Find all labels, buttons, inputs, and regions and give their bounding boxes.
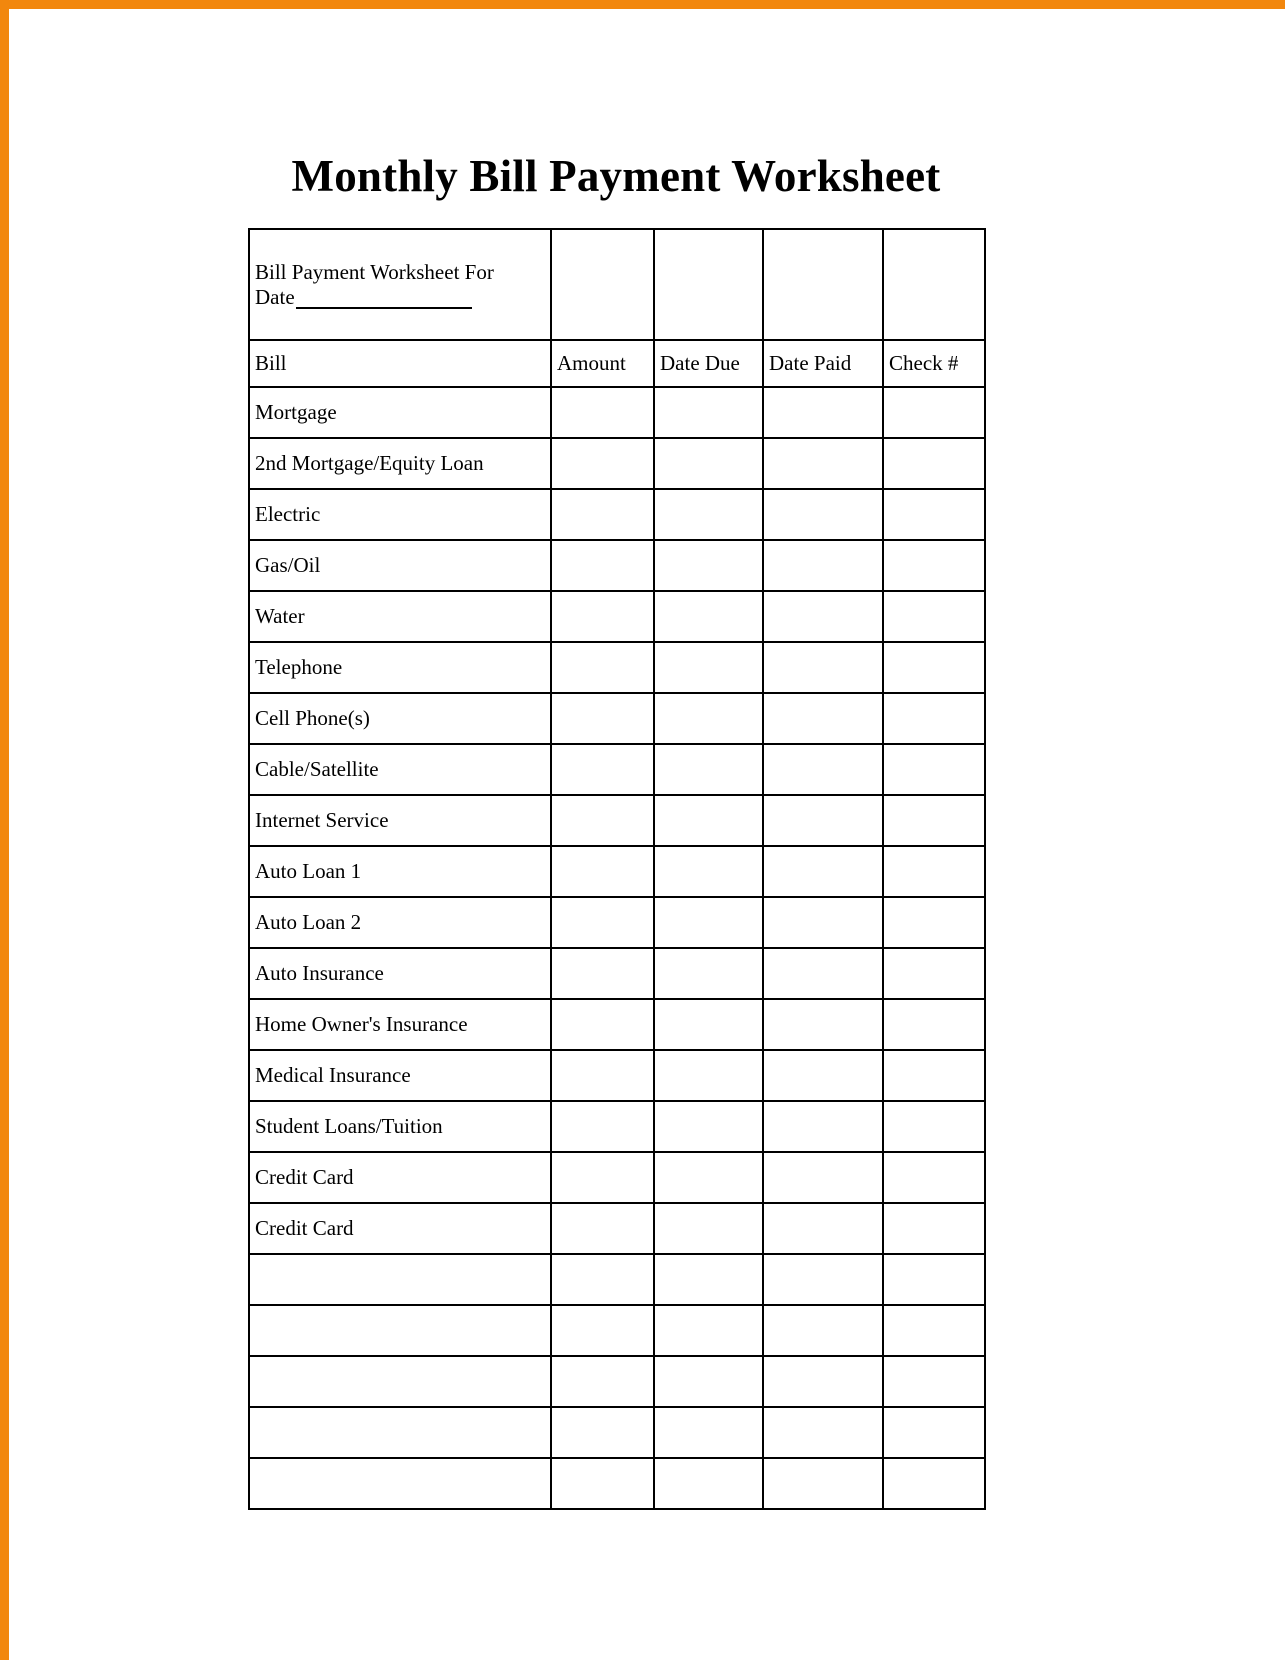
table-row [249, 1101, 985, 1152]
bill-paid-value [769, 616, 882, 617]
table-row [249, 846, 985, 897]
bill-check-value [889, 1024, 984, 1025]
bill-amount-value [557, 1381, 653, 1382]
bill-paid-value [769, 1177, 882, 1178]
bill-check-cell[interactable] [883, 489, 985, 540]
bill-paid-cell[interactable] [763, 795, 883, 846]
bill-name-cell[interactable] [249, 846, 551, 897]
bill-check-cell[interactable] [883, 387, 985, 438]
bill-paid-value [769, 1483, 882, 1484]
bill-amount-cell[interactable] [551, 693, 654, 744]
bill-check-cell[interactable] [883, 744, 985, 795]
bill-name-label: Auto Insurance [255, 961, 384, 986]
bill-name-label: Gas/Oil [255, 553, 321, 578]
bill-name-label: Water [255, 604, 305, 629]
bill-name-label: Student Loans/Tuition [255, 1114, 443, 1139]
bill-paid-value [769, 1279, 882, 1280]
date-line [255, 285, 550, 310]
worksheet-for-date-cell [249, 229, 551, 340]
bill-name-cell[interactable] [249, 1254, 551, 1305]
bill-due-cell[interactable] [654, 693, 763, 744]
bill-due-value [660, 1228, 762, 1229]
bill-due-value [660, 718, 762, 719]
table-row [249, 1050, 985, 1101]
bill-amount-value [557, 1024, 653, 1025]
bill-amount-value [557, 973, 653, 974]
bill-paid-value [769, 1075, 882, 1076]
bill-check-cell[interactable] [883, 948, 985, 999]
bill-due-value [660, 616, 762, 617]
table-row [249, 744, 985, 795]
bill-amount-cell[interactable] [551, 591, 654, 642]
bill-amount-cell[interactable] [551, 795, 654, 846]
bill-check-value [889, 1228, 984, 1229]
bill-check-cell[interactable] [883, 1305, 985, 1356]
bill-check-value [889, 1075, 984, 1076]
bill-paid-cell[interactable] [763, 744, 883, 795]
bill-amount-cell[interactable] [551, 1254, 654, 1305]
bill-check-cell[interactable] [883, 1152, 985, 1203]
bill-due-cell[interactable] [654, 948, 763, 999]
bill-check-value [889, 871, 984, 872]
page-title: Monthly Bill Payment Worksheet [291, 151, 941, 201]
worksheet-page [9, 9, 1285, 1669]
table-row [249, 489, 985, 540]
date-label: Date [255, 284, 295, 309]
bill-due-value [660, 871, 762, 872]
bill-amount-value [557, 1279, 653, 1280]
bill-amount-cell[interactable] [551, 438, 654, 489]
bill-amount-cell[interactable] [551, 1203, 654, 1254]
bill-paid-cell[interactable] [763, 1152, 883, 1203]
column-header-paid [763, 340, 883, 387]
bill-due-cell[interactable] [654, 1407, 763, 1458]
column-header-label: Amount [557, 351, 626, 376]
bill-paid-cell[interactable] [763, 387, 883, 438]
bill-due-cell[interactable] [654, 795, 763, 846]
bill-check-cell[interactable] [883, 999, 985, 1050]
bill-name-label: Credit Card [255, 1216, 354, 1241]
bill-due-value [660, 1024, 762, 1025]
bill-due-value [660, 1126, 762, 1127]
bill-due-value [660, 769, 762, 770]
bill-name-label: 2nd Mortgage/Equity Loan [255, 451, 484, 476]
bill-paid-value [769, 1228, 882, 1229]
bill-paid-value [769, 565, 882, 566]
column-header-label: Date Paid [769, 351, 852, 376]
bill-due-value [660, 1279, 762, 1280]
title-row-empty-cell-paid[interactable] [763, 229, 883, 340]
bill-name-cell[interactable] [249, 591, 551, 642]
bill-due-cell[interactable] [654, 1101, 763, 1152]
bill-due-cell[interactable] [654, 1152, 763, 1203]
bill-due-cell[interactable] [654, 1458, 763, 1509]
bill-amount-cell[interactable] [551, 1458, 654, 1509]
bill-paid-cell[interactable] [763, 1305, 883, 1356]
bill-amount-cell[interactable] [551, 1050, 654, 1101]
bill-check-value [889, 1432, 984, 1433]
bill-due-value [660, 514, 762, 515]
column-header-label: Bill [255, 351, 287, 376]
bill-check-cell[interactable] [883, 897, 985, 948]
bill-amount-value [557, 1075, 653, 1076]
bill-paid-value [769, 718, 882, 719]
bill-due-value [660, 1432, 762, 1433]
bill-due-value [660, 667, 762, 668]
bill-amount-cell[interactable] [551, 1101, 654, 1152]
bill-name-cell[interactable] [249, 489, 551, 540]
bill-paid-value [769, 973, 882, 974]
bill-due-cell[interactable] [654, 540, 763, 591]
bill-check-cell[interactable] [883, 540, 985, 591]
table-row [249, 1458, 985, 1509]
bill-amount-cell[interactable] [551, 489, 654, 540]
worksheet-for-label: Bill Payment Worksheet For [255, 259, 494, 284]
bill-check-value [889, 820, 984, 821]
bill-check-cell[interactable] [883, 1407, 985, 1458]
bill-name-label: Mortgage [255, 400, 337, 425]
bill-amount-value [557, 1483, 653, 1484]
bill-paid-cell[interactable] [763, 1101, 883, 1152]
bill-paid-cell[interactable] [763, 1458, 883, 1509]
bill-due-cell[interactable] [654, 897, 763, 948]
bill-due-cell[interactable] [654, 1356, 763, 1407]
bill-check-value [889, 1381, 984, 1382]
bill-paid-value [769, 463, 882, 464]
column-header-label: Date Due [660, 351, 740, 376]
bill-check-value [889, 565, 984, 566]
bill-check-value [889, 922, 984, 923]
table-row [249, 693, 985, 744]
bill-check-value [889, 514, 984, 515]
bill-due-cell[interactable] [654, 387, 763, 438]
bill-name-label: Auto Loan 2 [255, 910, 362, 935]
bill-check-cell[interactable] [883, 642, 985, 693]
bill-name-cell[interactable] [249, 948, 551, 999]
bill-amount-value [557, 1330, 653, 1331]
bill-name-cell[interactable] [249, 1203, 551, 1254]
bill-check-value [889, 616, 984, 617]
bill-due-cell[interactable] [654, 846, 763, 897]
bill-check-cell[interactable] [883, 591, 985, 642]
bill-amount-cell[interactable] [551, 999, 654, 1050]
table-row [249, 948, 985, 999]
bill-name-cell[interactable] [249, 540, 551, 591]
bill-check-cell[interactable] [883, 846, 985, 897]
bill-name-cell[interactable] [249, 1305, 551, 1356]
date-input-blank[interactable] [296, 288, 472, 309]
table-row [249, 540, 985, 591]
bill-due-value [660, 1483, 762, 1484]
bill-name-cell[interactable] [249, 438, 551, 489]
bill-name-cell[interactable] [249, 1458, 551, 1509]
bill-name-cell[interactable] [249, 897, 551, 948]
bill-name-label: Home Owner's Insurance [255, 1012, 468, 1037]
bill-paid-cell[interactable] [763, 999, 883, 1050]
title-row-empty-cell-due[interactable] [654, 229, 763, 340]
bill-due-cell[interactable] [654, 744, 763, 795]
bill-paid-value [769, 871, 882, 872]
bill-amount-value [557, 565, 653, 566]
bill-due-cell[interactable] [654, 999, 763, 1050]
bill-due-cell[interactable] [654, 489, 763, 540]
bill-check-value [889, 973, 984, 974]
table-row [249, 438, 985, 489]
bill-paid-cell[interactable] [763, 1356, 883, 1407]
bill-name-cell[interactable] [249, 387, 551, 438]
bill-check-cell[interactable] [883, 1050, 985, 1101]
bill-paid-value [769, 667, 882, 668]
bill-paid-cell[interactable] [763, 1050, 883, 1101]
bill-paid-cell[interactable] [763, 846, 883, 897]
bill-name-cell[interactable] [249, 642, 551, 693]
bill-amount-value [557, 871, 653, 872]
bill-paid-value [769, 412, 882, 413]
bill-name-cell[interactable] [249, 1101, 551, 1152]
bill-check-value [889, 1279, 984, 1280]
bill-amount-value [557, 1228, 653, 1229]
bill-check-value [889, 412, 984, 413]
bill-amount-cell[interactable] [551, 1407, 654, 1458]
table-row [249, 1356, 985, 1407]
bill-amount-cell[interactable] [551, 1305, 654, 1356]
bill-paid-value [769, 1432, 882, 1433]
bill-amount-value [557, 667, 653, 668]
bill-paid-cell[interactable] [763, 1407, 883, 1458]
bill-check-value [889, 769, 984, 770]
bill-name-label: Auto Loan 1 [255, 859, 362, 884]
bill-name-cell[interactable] [249, 1152, 551, 1203]
bill-check-value [889, 1177, 984, 1178]
bill-amount-value [557, 463, 653, 464]
bill-name-label: Credit Card [255, 1165, 354, 1190]
bill-amount-value [557, 769, 653, 770]
bill-due-cell[interactable] [654, 1203, 763, 1254]
bill-check-cell[interactable] [883, 1458, 985, 1509]
bill-paid-value [769, 769, 882, 770]
bill-paid-value [769, 922, 882, 923]
bill-paid-value [769, 1126, 882, 1127]
bill-paid-cell[interactable] [763, 1203, 883, 1254]
bill-name-cell[interactable] [249, 999, 551, 1050]
bill-amount-cell[interactable] [551, 846, 654, 897]
bill-due-value [660, 1330, 762, 1331]
bill-due-cell[interactable] [654, 642, 763, 693]
bill-amount-cell[interactable] [551, 948, 654, 999]
bill-amount-cell[interactable] [551, 897, 654, 948]
bill-name-label: Cable/Satellite [255, 757, 379, 782]
bill-amount-value [557, 1126, 653, 1127]
bill-amount-value [557, 616, 653, 617]
bill-due-cell[interactable] [654, 1305, 763, 1356]
bill-check-value [889, 718, 984, 719]
bill-paid-cell[interactable] [763, 1254, 883, 1305]
bill-amount-value [557, 922, 653, 923]
bill-name-label: Electric [255, 502, 321, 527]
bill-paid-cell[interactable] [763, 591, 883, 642]
bill-check-value [889, 667, 984, 668]
table-row [249, 1152, 985, 1203]
title-row-empty-cell-amount[interactable] [551, 229, 654, 340]
bill-due-value [660, 463, 762, 464]
table-row [249, 1203, 985, 1254]
bill-paid-cell[interactable] [763, 438, 883, 489]
bill-check-cell[interactable] [883, 1101, 985, 1152]
bill-paid-cell[interactable] [763, 693, 883, 744]
bill-paid-cell[interactable] [763, 642, 883, 693]
bill-due-value [660, 922, 762, 923]
bill-due-value [660, 1177, 762, 1178]
title-row-empty-cell-check[interactable] [883, 229, 985, 340]
bill-name-cell[interactable] [249, 693, 551, 744]
bill-due-value [660, 565, 762, 566]
bill-check-cell[interactable] [883, 438, 985, 489]
bill-check-cell[interactable] [883, 795, 985, 846]
bill-check-value [889, 1483, 984, 1484]
bill-due-value [660, 973, 762, 974]
bill-name-cell[interactable] [249, 1050, 551, 1101]
bill-due-cell[interactable] [654, 1050, 763, 1101]
bill-paid-cell[interactable] [763, 948, 883, 999]
worksheet-date-row [249, 229, 985, 340]
table-row [249, 897, 985, 948]
bill-paid-value [769, 1024, 882, 1025]
bill-due-value [660, 412, 762, 413]
table-row [249, 1305, 985, 1356]
bill-amount-value [557, 718, 653, 719]
column-header-label: Check # [889, 351, 959, 376]
bill-due-value [660, 820, 762, 821]
bill-amount-cell[interactable] [551, 744, 654, 795]
table-row [249, 795, 985, 846]
column-header-bill [249, 340, 551, 387]
table-body [249, 229, 985, 1509]
bill-name-cell[interactable] [249, 1356, 551, 1407]
bill-paid-cell[interactable] [763, 540, 883, 591]
bill-amount-value [557, 1432, 653, 1433]
bill-paid-value [769, 1330, 882, 1331]
bill-payment-table [248, 228, 986, 1510]
table-row [249, 1254, 985, 1305]
bill-name-label: Medical Insurance [255, 1063, 411, 1088]
bill-name-label: Telephone [255, 655, 343, 680]
bill-paid-value [769, 514, 882, 515]
table-row [249, 999, 985, 1050]
bill-due-value [660, 1075, 762, 1076]
bill-due-value [660, 1381, 762, 1382]
bill-due-cell[interactable] [654, 591, 763, 642]
table-row [249, 387, 985, 438]
bill-amount-cell[interactable] [551, 642, 654, 693]
bill-due-cell[interactable] [654, 438, 763, 489]
bill-amount-cell[interactable] [551, 1356, 654, 1407]
bill-paid-value [769, 1381, 882, 1382]
bill-name-cell[interactable] [249, 1407, 551, 1458]
bill-check-cell[interactable] [883, 1254, 985, 1305]
bill-amount-cell[interactable] [551, 540, 654, 591]
bill-name-cell[interactable] [249, 795, 551, 846]
table-row [249, 1407, 985, 1458]
bill-due-cell[interactable] [654, 1254, 763, 1305]
table-row [249, 642, 985, 693]
bill-check-cell[interactable] [883, 1203, 985, 1254]
bill-amount-value [557, 412, 653, 413]
table-row [249, 591, 985, 642]
bill-name-label: Cell Phone(s) [255, 706, 370, 731]
column-header-row [249, 340, 985, 387]
bill-paid-value [769, 820, 882, 821]
bill-paid-cell[interactable] [763, 489, 883, 540]
bill-amount-cell[interactable] [551, 1152, 654, 1203]
bill-check-value [889, 1126, 984, 1127]
column-header-amount [551, 340, 654, 387]
bill-amount-value [557, 514, 653, 515]
bill-amount-cell[interactable] [551, 387, 654, 438]
bill-name-cell[interactable] [249, 744, 551, 795]
column-header-due [654, 340, 763, 387]
column-header-check [883, 340, 985, 387]
bill-paid-cell[interactable] [763, 897, 883, 948]
bill-amount-value [557, 1177, 653, 1178]
bill-check-cell[interactable] [883, 1356, 985, 1407]
bill-check-value [889, 1330, 984, 1331]
bill-name-label: Internet Service [255, 808, 389, 833]
bill-check-cell[interactable] [883, 693, 985, 744]
bill-amount-value [557, 820, 653, 821]
bill-check-value [889, 463, 984, 464]
